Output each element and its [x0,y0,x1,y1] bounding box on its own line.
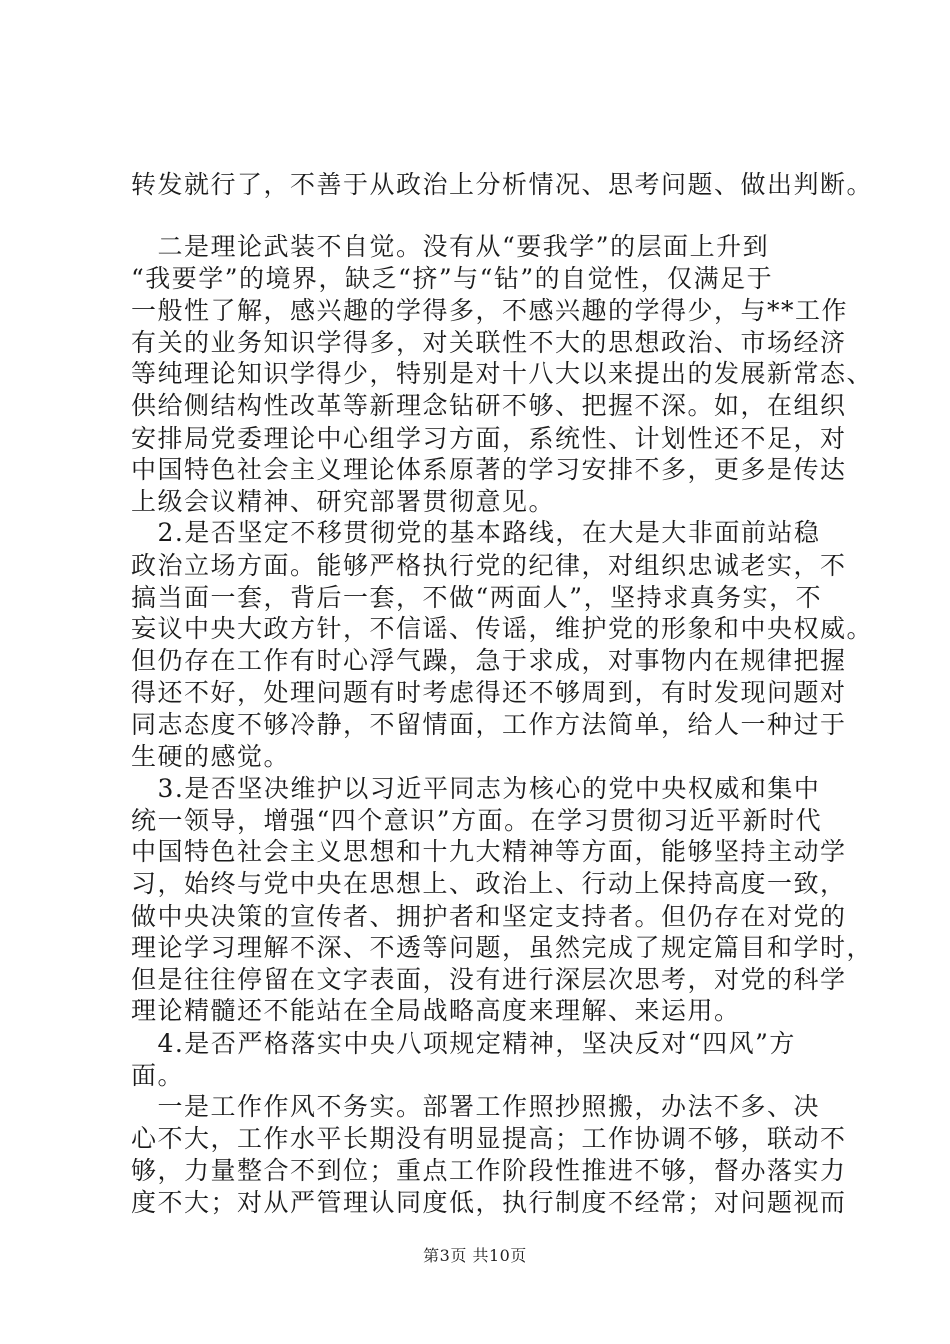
text-line: 中国特色社会主义思想和十九大精神等方面，能够坚持主动学 [131,837,847,866]
text-line: 中国特色社会主义理论体系原著的学习安排不多，更多是传达 [131,455,847,484]
page-number-footer: 第3页 共10页 [423,1246,527,1265]
text-line: 生硬的感觉。 [131,742,291,771]
text-line: 理论学习理解不深、不透等问题，虽然完成了规定篇目和学时， [131,933,874,962]
text-line: 同志态度不够冷静，不留情面，工作方法简单，给人一种过于 [131,710,847,739]
text-line: 理论精髓还不能站在全局战略高度来理解、来运用。 [131,996,741,1025]
text-line: 但仍存在工作有时心浮气躁，急于求成，对事物内在规律把握 [131,646,847,675]
text-line: 习，始终与党中央在思想上、政治上、行动上保持高度一致， [131,869,847,898]
text-line: “我要学”的境界，缺乏“挤”与“钻”的自觉性，仅满足于 [131,264,774,293]
text-line: 上级会议精神、研究部署贯彻意见。 [131,487,556,516]
text-line: 3.是否坚决维护以习近平同志为核心的党中央权威和集中 [131,774,821,803]
text-line: 2.是否坚定不移贯彻党的基本路线，在大是大非面前站稳 [131,518,821,547]
text-line: 有关的业务知识学得多，对关联性不大的思想政治、市场经济 [131,328,847,357]
text-line: 供给侧结构性改革等新理念钻研不够、把握不深。如，在组织 [131,391,847,420]
text-line: 面。 [131,1061,185,1090]
text-line: 转发就行了，不善于从政治上分析情况、思考问题、做出判断。 [131,170,874,199]
text-line: 4.是否严格落实中央八项规定精神，坚决反对“四风”方 [131,1029,796,1058]
text-line: 得还不好，处理问题有时考虑得还不够周到，有时发现问题对 [131,678,847,707]
text-line: 度不大；对从严管理认同度低，执行制度不经常；对问题视而 [131,1188,847,1217]
text-line: 搞当面一套，背后一套，不做“两面人”，坚持求真务实，不 [131,583,823,612]
text-line: 一是工作作风不务实。部署工作照抄照搬，办法不多、决 [131,1092,821,1121]
text-line: 做中央决策的宣传者、拥护者和坚定支持者。但仍存在对党的 [131,902,847,931]
text-line: 心不大，工作水平长期没有明显提高；工作协调不够，联动不 [131,1124,847,1153]
text-line: 等纯理论知识学得少，特别是对十八大以来提出的发展新常态、 [131,359,874,388]
text-line: 统一领导，增强“四个意识”方面。在学习贯彻习近平新时代 [131,806,823,835]
text-line: 安排局党委理论中心组学习方面，系统性、计划性还不足，对 [131,424,847,453]
text-line: 二是理论武装不自觉。没有从“要我学”的层面上升到 [131,232,770,261]
text-line: 但是往往停留在文字表面，没有进行深层次思考，对党的科学 [131,965,847,994]
text-line: 政治立场方面。能够严格执行党的纪律，对组织忠诚老实，不 [131,551,847,580]
text-line: 一般性了解，感兴趣的学得多，不感兴趣的学得少，与**工作 [131,296,849,325]
text-line: 妄议中央大政方针，不信谣、传谣，维护党的形象和中央权威。 [131,614,874,643]
text-line: 够，力量整合不到位；重点工作阶段性推进不够，督办落实力 [131,1156,847,1185]
